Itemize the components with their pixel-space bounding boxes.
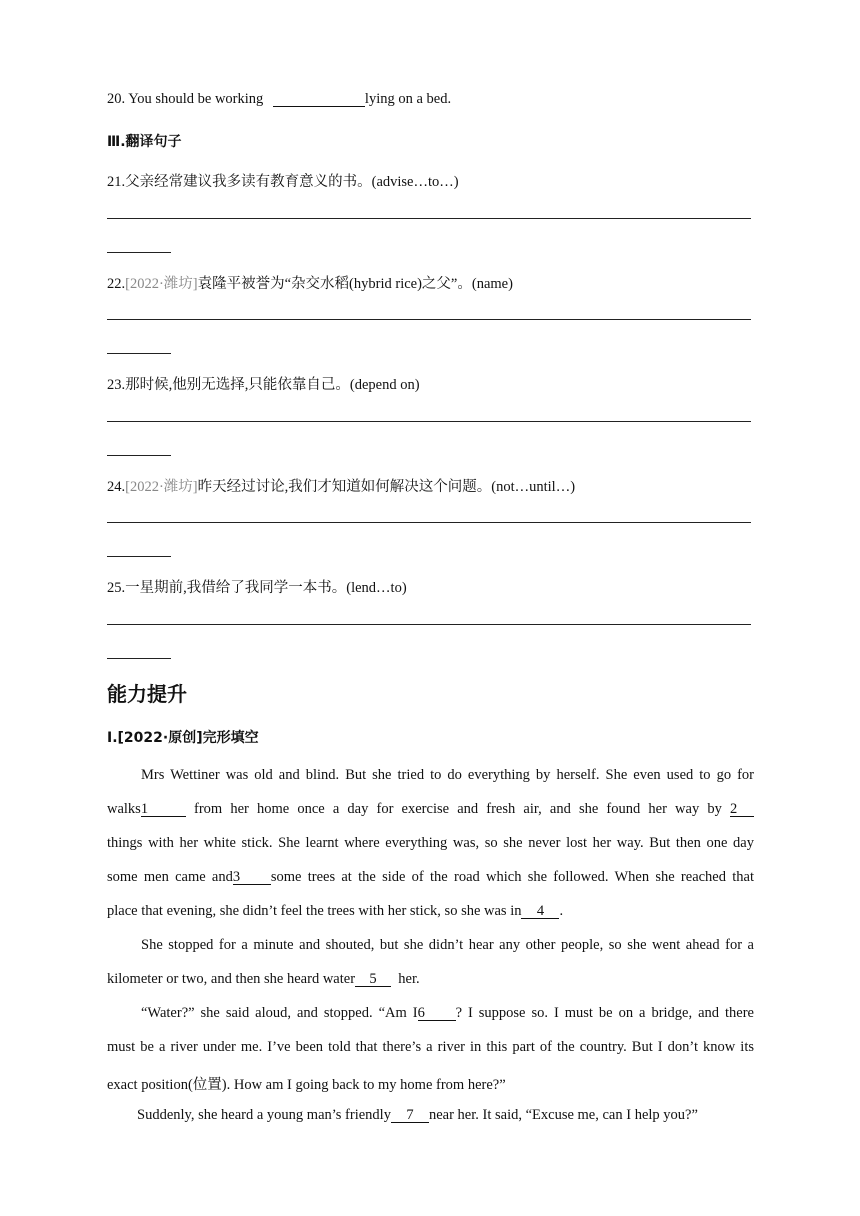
cloze-blank-2[interactable]: 2	[730, 802, 754, 817]
cloze-text: from her home once a day for exercise and fresh air, and she found her way by	[194, 801, 722, 817]
cloze-blank-4[interactable]: 4	[521, 904, 559, 919]
question-text: 一星期前,我借给了我同学一本书。(lend…to)	[125, 580, 407, 596]
cloze-line: She stopped for a minute and shouted, but she didn’t hear any other people, so she went ahead for a	[141, 937, 754, 953]
question-21	[107, 170, 459, 191]
question-number: 21.	[107, 174, 126, 190]
cloze-text: walks	[107, 801, 141, 817]
cloze-blank-5[interactable]: 5	[355, 972, 391, 987]
cloze-blank-1[interactable]: 1	[141, 802, 186, 817]
cloze-line: must be a river under me. I’ve been told that there’s a river in this part of the country. But I don’t know its	[107, 1039, 754, 1055]
question-number: 25.	[107, 580, 126, 596]
question-25	[107, 576, 407, 597]
question-23	[107, 373, 420, 394]
answer-line-end[interactable]	[107, 252, 171, 253]
cloze-text: some trees at the side of the road which she followed. When she reached that	[270, 869, 754, 885]
cloze-line	[141, 1005, 754, 1022]
cloze-text: ? I suppose so. I must be on a bridge, and there	[455, 1005, 754, 1021]
cloze-line	[107, 869, 754, 886]
cloze-text: some men came and	[107, 869, 233, 885]
heading-ability: 能力提升	[107, 682, 187, 706]
cloze-text: “Water?” she said aloud, and stopped. “Am I	[141, 1005, 418, 1021]
cloze-line	[107, 903, 563, 920]
answer-line-end[interactable]	[107, 556, 171, 557]
question-24	[107, 475, 575, 496]
question-source: [2022·潍坊]	[125, 276, 198, 292]
answer-blank[interactable]	[273, 92, 365, 107]
cloze-line	[137, 1107, 698, 1124]
cloze-line: things with her white stick. She learnt where everything was, so she never lost her way. But then one day	[107, 835, 754, 851]
question-number: 23.	[107, 377, 126, 393]
cloze-line	[107, 801, 754, 818]
question-source: [2022·潍坊]	[125, 479, 198, 495]
answer-line[interactable]	[107, 624, 751, 625]
question-22	[107, 272, 513, 293]
question-text: 那时候,他别无选择,只能依靠自己。(depend on)	[125, 377, 420, 393]
section-heading-translate: Ⅲ.翻译句子	[107, 134, 182, 150]
answer-line-end[interactable]	[107, 658, 171, 659]
answer-line[interactable]	[107, 218, 751, 219]
answer-line[interactable]	[107, 421, 751, 422]
cloze-line: exact position(位置). How am I going back to my home from here?”	[107, 1077, 506, 1093]
cloze-text: kilometer or two, and then she heard water	[107, 971, 356, 987]
question-number: 22.	[107, 276, 126, 292]
cloze-blank-3[interactable]: 3	[233, 870, 271, 885]
cloze-blank-7[interactable]: 7	[391, 1108, 429, 1123]
question-20-prefix: 20. You should be working	[107, 91, 264, 107]
question-20-suffix: lying on a bed.	[364, 91, 452, 107]
cloze-text: place that evening, she didn’t feel the trees with her stick, so she was in	[107, 903, 522, 919]
question-20	[107, 91, 451, 108]
answer-line-end[interactable]	[107, 455, 171, 456]
question-text: 父亲经常建议我多读有教育意义的书。(advise…to…)	[125, 174, 459, 190]
section-heading-cloze: Ⅰ.[2022·原创]完形填空	[107, 730, 259, 746]
question-text: 昨天经过讨论,我们才知道如何解决这个问题。(not…until…)	[197, 479, 576, 495]
question-text: 袁隆平被誉为“杂交水稻(hybrid rice)之父”。(name)	[197, 276, 513, 292]
cloze-text: her.	[398, 971, 420, 987]
question-number: 24.	[107, 479, 126, 495]
cloze-blank-6[interactable]: 6	[418, 1006, 456, 1021]
answer-line[interactable]	[107, 522, 751, 523]
cloze-line: Mrs Wettiner was old and blind. But she tried to do everything by herself. She even used to go for	[141, 767, 754, 783]
cloze-text: Suddenly, she heard a young man’s friendly	[137, 1107, 391, 1123]
answer-line-end[interactable]	[107, 353, 171, 354]
answer-line[interactable]	[107, 319, 751, 320]
cloze-text: .	[559, 903, 564, 919]
cloze-line	[107, 971, 420, 988]
cloze-text: near her. It said, “Excuse me, can I help you?”	[428, 1107, 698, 1123]
